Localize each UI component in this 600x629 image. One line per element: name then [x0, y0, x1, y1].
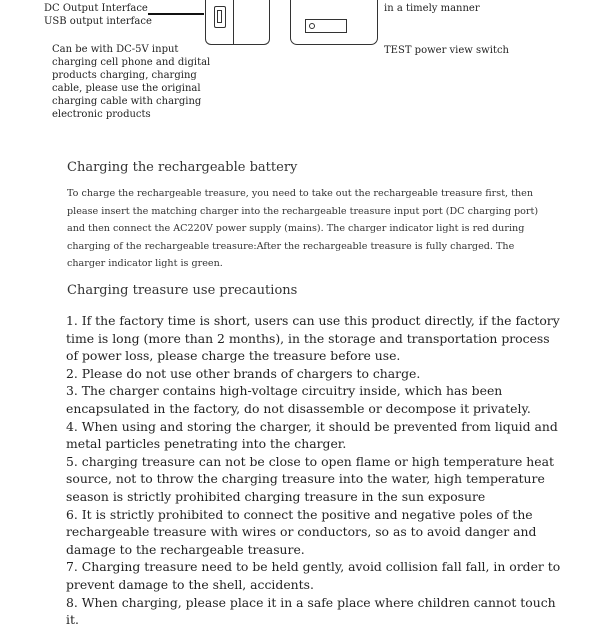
usb-output-label: USB output interface: [44, 16, 152, 27]
dc-output-leader-line: [148, 13, 204, 15]
precaution-item: 2. Please do not use other brands of chargers to charge.: [66, 365, 421, 381]
power-bank-side-view: [205, 0, 270, 45]
precaution-item: 3. The charger contains high-voltage circuitry inside, which has been encapsulated in the factory, do not disassemble or decompose it privately.: [66, 383, 531, 416]
power-bank-front-view: [290, 0, 378, 45]
charging-section-title: Charging the rechargeable battery: [67, 160, 298, 175]
device-seam: [233, 0, 234, 44]
precaution-item: 6. It is strictly prohibited to connect the positive and negative poles of the rechargeable treasure with wires or conductors, so as to avoid danger and damage to the rechargeable treasure.: [66, 506, 537, 557]
precautions-list: [66, 312, 562, 629]
precaution-item: 5. charging treasure can not be close to open flame or high temperature heat source, not to throw the charging treasure into the water, high temperature season is strictly prohibited charging treasure in the sun exposure: [66, 453, 554, 504]
precaution-item: 7. Charging treasure need to be held gently, avoid collision fall fall, in order to prevent damage to the shell, accidents.: [66, 559, 561, 592]
dc-input-description: Can be with DC-5V input charging cell phone and digital products charging, charging cable, please use the original charging cable with charging electronic products: [52, 44, 211, 120]
charging-instructions-paragraph: To charge the rechargeable treasure, you need to take out the rechargeable treasure first, then please insert the matching charger into the rechargeable treasure input port (DC charging port) and then connect the AC220V power supply (mains). The charger indicator light is red during charging of the rechargeable treasure:After the rechargeable treasure is fully charged. The charger indicator light is green.: [67, 188, 539, 269]
precautions-section-title: Charging treasure use precautions: [67, 283, 298, 298]
precaution-item: 8. When charging, please place it in a safe place where children cannot touch it.: [66, 594, 556, 628]
test-switch-label: TEST power view switch: [384, 45, 509, 56]
timely-manner-label: in a timely manner: [384, 3, 480, 14]
precaution-item: 1. If the factory time is short, users can use this product directly, if the factory time is long (more than 2 months), in the storage and transportation process of power loss, please charge the treasure before use.: [66, 313, 560, 364]
device-diagram: [0, 0, 600, 120]
dc-port-icon: [214, 6, 226, 28]
dc-output-label: DC Output Interface: [44, 3, 148, 14]
precaution-item: 4. When using and storing the charger, it should be prevented from liquid and metal particles penetrating into the charger.: [66, 418, 558, 452]
test-switch-icon: [305, 19, 347, 33]
